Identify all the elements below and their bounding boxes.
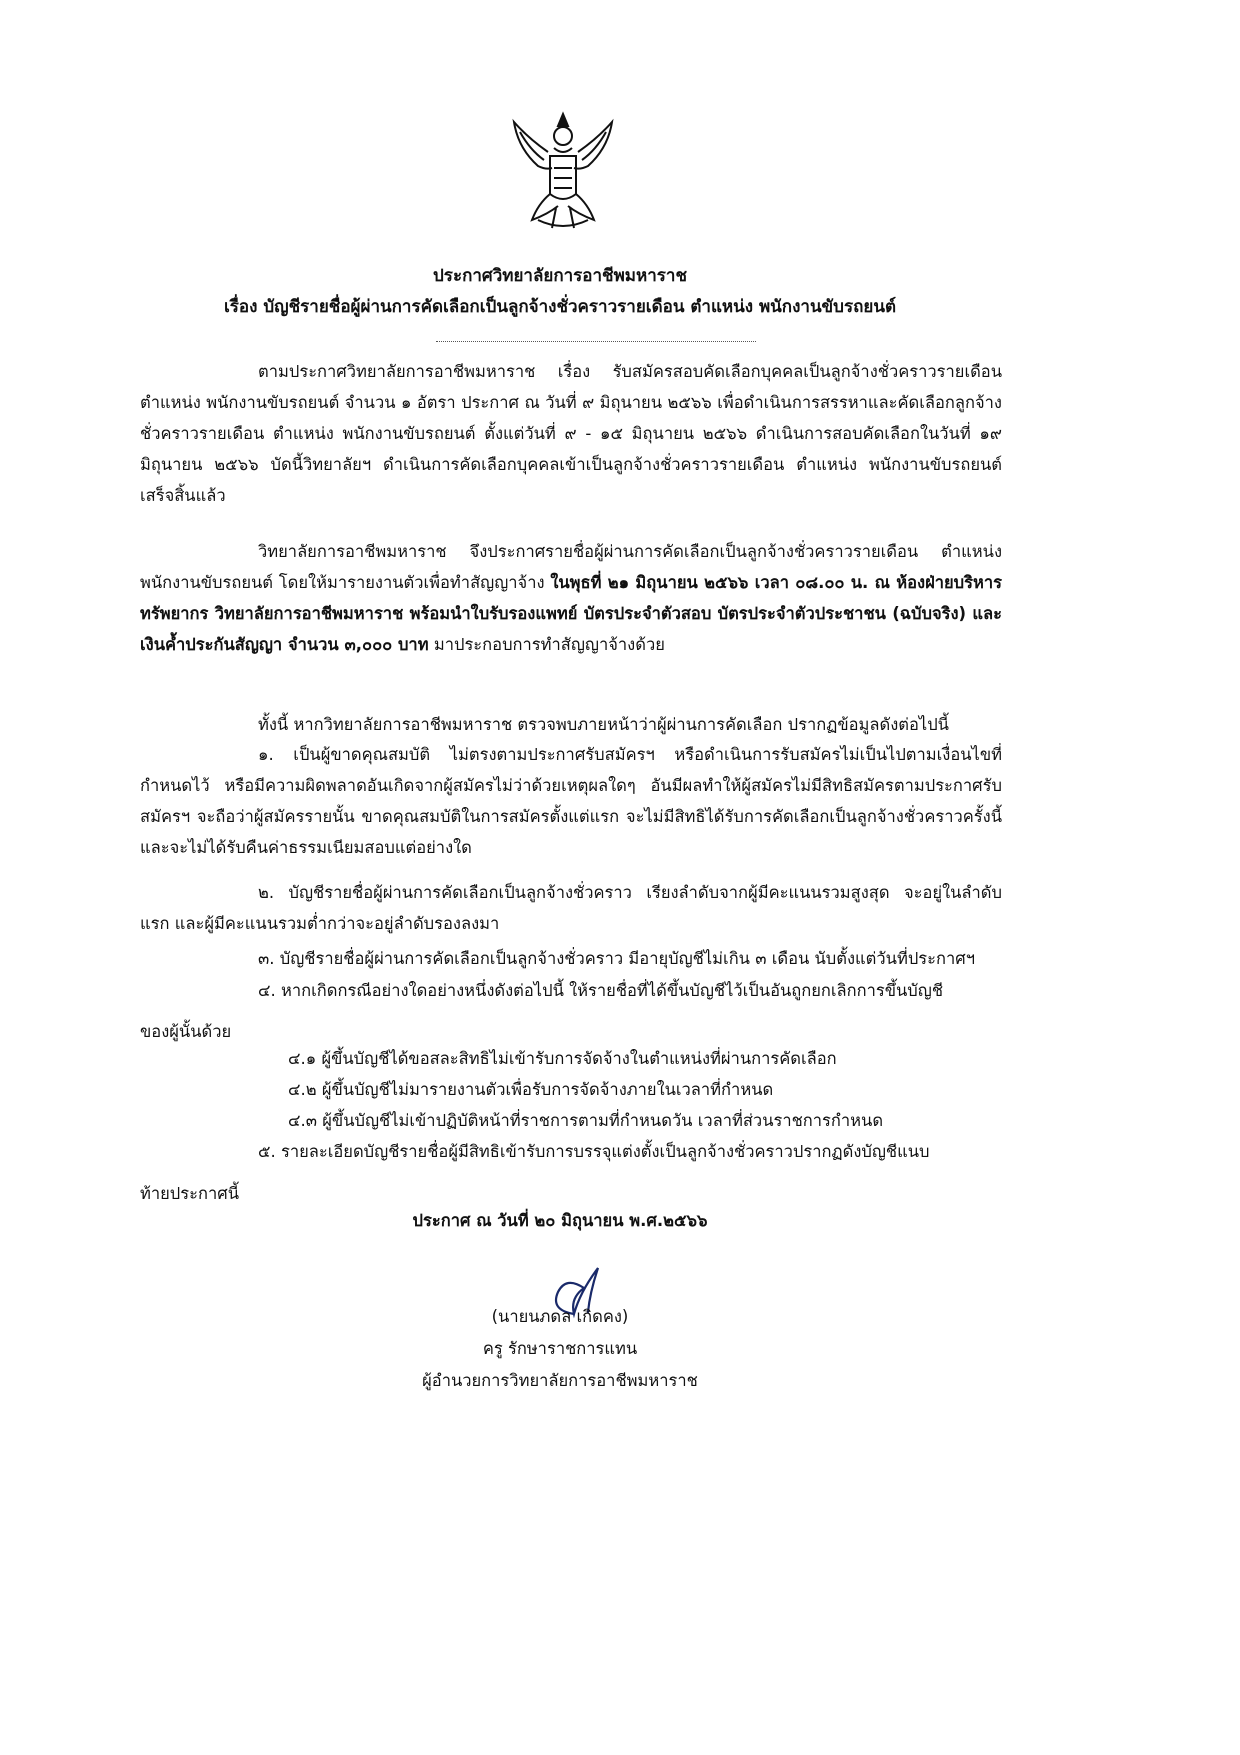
signer-role: ครู รักษาราชการแทน bbox=[482, 1339, 638, 1358]
paragraph-2-bold: ในพุธที่ ๒๑ มิถุนายน ๒๕๖๖ เวลา ๐๘.๐๐ น. ณ ห้องฝ่ายบริหารทรัพยากร วิทยาลัยการอาชีพมหาราช พร้อมนำใบรับรองแพทย์ บัตรประจำตัวสอบ บัตรประจำตัวประชาชน (ฉบับจริง) และเงินค้ำประกันสัญญา จำนวน ๓,๐๐๐ บาท bbox=[140, 573, 1003, 654]
page-subtitle: เรื่อง บัญชีรายชื่อผู้ผ่านการคัดเลือกเป็นลูกจ้างชั่วคราวรายเดือน ตำแหน่ง พนักงานขับรถยนต์ bbox=[223, 297, 897, 317]
page-title: ประกาศวิทยาลัยการอาชีพมหาราช bbox=[433, 266, 687, 286]
condition-item-5-cont: ท้ายประกาศนี้ bbox=[140, 1184, 240, 1203]
title-divider bbox=[436, 341, 756, 342]
condition-item-4-3: ๔.๓ ผู้ขึ้นบัญชีไม่เข้าปฏิบัติหน้าที่ราชการตามที่กำหนดวัน เวลาที่ส่วนราชการกำหนด bbox=[288, 1111, 884, 1130]
paragraph-3: ทั้งนี้ หากวิทยาลัยการอาชีพมหาราช ตรวจพบภายหน้าว่าผู้ผ่านการคัดเลือก ปรากฏข้อมูลดังต่อไปนี้ bbox=[258, 715, 949, 734]
signer-name: (นายนภดล เกิดคง) bbox=[491, 1307, 629, 1326]
condition-item-1: ๑. เป็นผู้ขาดคุณสมบัติ ไม่ตรงตามประกาศรับสมัครฯ หรือดำเนินการรับสมัครไม่เป็นไปตามเงื่อนไขที่กำหนดไว้ หรือมีความผิดพลาดอันเกิดจากผู้สมัครไม่ว่าด้วยเหตุผลใดๆ อันมีผลทำให้ผู้สมัครไม่มีสิทธิสมัครตามประกาศรับสมัครฯ จะถือว่าผู้สมัครรายนั้น ขาดคุณสมบัติในการสมัครตั้งแต่แรก จะไม่มีสิทธิได้รับการคัดเลือกเป็นลูกจ้างชั่วคราวครั้งนี้ และจะไม่ได้รับคืนค่าธรรมเนียมสอบแต่อย่างใด bbox=[140, 745, 1002, 857]
paragraph-1: ตามประกาศวิทยาลัยการอาชีพมหาราช เรื่อง รับสมัครสอบคัดเลือกบุคคลเป็นลูกจ้างชั่วคราวรายเดือน ตำแหน่ง พนักงานขับรถยนต์ จำนวน ๑ อัตรา ประกาศ ณ วันที่ ๙ มิถุนายน ๒๕๖๖ เพื่อดำเนินการสรรหาและคัดเลือกลูกจ้างชั่วคราวรายเดือน ตำแหน่ง พนักงานขับรถยนต์ ตั้งแต่วันที่ ๙ - ๑๕ มิถุนายน ๒๕๖๖ ดำเนินการสอบคัดเลือกในวันที่ ๑๙ มิถุนายน ๒๕๖๖ บัดนี้วิทยาลัยฯ ดำเนินการคัดเลือกบุคคลเข้าเป็นลูกจ้างชั่วคราวรายเดือน ตำแหน่ง พนักงานขับรถยนต์ เสร็จสิ้นแล้ว bbox=[140, 362, 1002, 505]
condition-item-4-cont: ของผู้นั้นด้วย bbox=[140, 1022, 232, 1041]
paragraph-2-text: วิทยาลัยการอาชีพมหาราช จึงประกาศรายชื่อผู้ผ่านการคัดเลือกเป็นลูกจ้างชั่วคราวรายเดือน ตำแหน่ง พนักงานขับรถยนต์ โดยให้มารายงานตัวเพื่อทำสัญญาจ้าง bbox=[140, 542, 1002, 592]
announcement-date: ประกาศ ณ วันที่ ๒๐ มิถุนายน พ.ศ.๒๕๖๖ bbox=[412, 1211, 708, 1230]
garuda-emblem-icon bbox=[508, 108, 618, 236]
condition-item-4-2: ๔.๒ ผู้ขึ้นบัญชีไม่มารายงานตัวเพื่อรับการจัดจ้างภายในเวลาที่กำหนด bbox=[288, 1080, 774, 1099]
condition-item-5: ๕. รายละเอียดบัญชีรายชื่อผู้มีสิทธิเข้ารับการบรรจุแต่งตั้งเป็นลูกจ้างชั่วคราวปรากฏดังบัญชีแนบ bbox=[258, 1142, 930, 1161]
paragraph-2-end: มาประกอบการทำสัญญาจ้างด้วย bbox=[428, 635, 665, 654]
signer-title: ผู้อำนวยการวิทยาลัยการอาชีพมหาราช bbox=[422, 1371, 698, 1390]
paragraph-2 bbox=[140, 536, 1002, 660]
condition-item-3: ๓. บัญชีรายชื่อผู้ผ่านการคัดเลือกเป็นลูกจ้างชั่วคราว มีอายุบัญชีไม่เกิน ๓ เดือน นับตั้งแต่วันที่ประกาศฯ bbox=[258, 949, 976, 968]
condition-item-4-1: ๔.๑ ผู้ขึ้นบัญชีได้ขอสละสิทธิไม่เข้ารับการจัดจ้างในตำแหน่งที่ผ่านการคัดเลือก bbox=[288, 1049, 837, 1068]
condition-item-2: ๒. บัญชีรายชื่อผู้ผ่านการคัดเลือกเป็นลูกจ้างชั่วคราว เรียงลำดับจากผู้มีคะแนนรวมสูงสุด จะอยู่ในลำดับแรก และผู้มีคะแนนรวมต่ำกว่าจะอยู่ลำดับรองลงมา bbox=[140, 883, 1002, 933]
condition-item-4: ๔. หากเกิดกรณีอย่างใดอย่างหนึ่งดังต่อไปนี้ ให้รายชื่อที่ได้ขึ้นบัญชีไว้เป็นอันถูกยกเลิกการขึ้นบัญชี bbox=[258, 981, 944, 1000]
